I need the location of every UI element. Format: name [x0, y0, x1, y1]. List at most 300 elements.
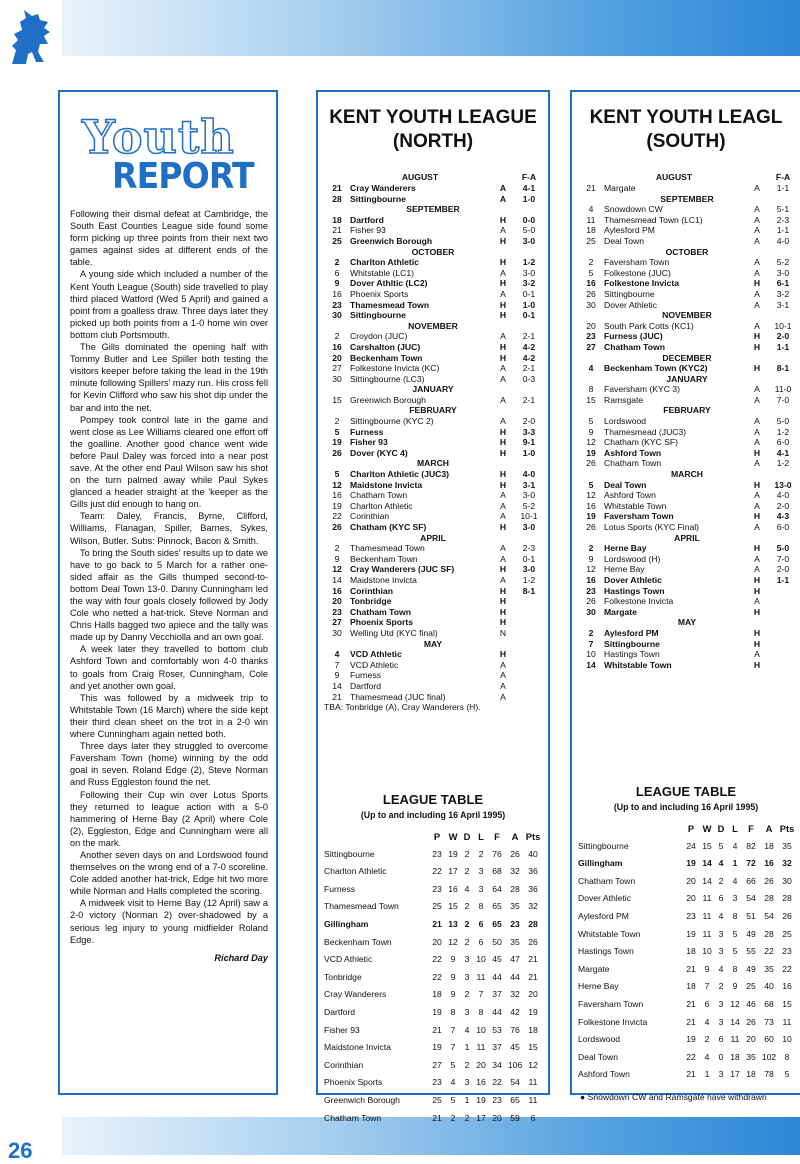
- fixture-date: 18: [586, 225, 596, 236]
- fixture-row: [578, 300, 796, 311]
- table-cell: 7: [450, 1042, 456, 1053]
- fixture-venue: A: [754, 394, 760, 405]
- table-cell: 28: [764, 893, 774, 904]
- fixture-team: Thamesmead Town: [350, 543, 425, 554]
- table-cell: 30: [782, 875, 792, 886]
- fixture-date: 25: [332, 235, 342, 246]
- fixture-score: 3-0: [522, 235, 536, 246]
- south-fixtures: [578, 172, 796, 670]
- fixture-row: [578, 649, 796, 660]
- fixture-team: Cray Wanderers: [350, 183, 416, 193]
- table-cell: 54: [510, 1077, 520, 1088]
- table-cell: 3: [478, 883, 484, 894]
- fixture-score: 2-3: [522, 543, 536, 554]
- fixture-team: Dartford: [350, 214, 384, 225]
- table-cell: 23: [492, 1094, 502, 1105]
- table-cell: 8: [784, 1051, 790, 1062]
- table-cell: 32: [510, 989, 520, 1000]
- fixture-row: [324, 278, 542, 289]
- paragraph: The Gills dominated the opening half with Tommy Butler and Lee Spiller both testing the visitors keeper before taking the lead in the 19th minute following Spillers' mazy run. His cross fell for Kevin Clifford who saw his shot dip under the bar and into the net.: [70, 342, 268, 413]
- fixture-score: 2-3: [776, 214, 790, 225]
- fixture-team: Carshalton (JUC): [350, 341, 421, 352]
- table-header-cell: L: [732, 823, 738, 834]
- south-league-table-subtitle: (Up to and including 16 April 1995): [613, 802, 759, 812]
- table-row: [324, 863, 542, 881]
- fixture-score: 3-2: [522, 278, 536, 289]
- fixture-date: 23: [586, 585, 596, 596]
- fixture-venue: H: [499, 341, 507, 352]
- table-cell: 46: [746, 998, 756, 1009]
- fixture-row: [324, 543, 542, 554]
- fixture-venue: A: [754, 225, 760, 236]
- fixture-date: 30: [586, 299, 596, 310]
- table-cell: 16: [476, 1077, 486, 1088]
- table-row: [324, 1039, 542, 1057]
- fixture-venue: A: [500, 490, 506, 501]
- table-header-cell: A: [511, 831, 519, 842]
- table-cell: 25: [746, 981, 756, 992]
- fixture-date: 2: [588, 627, 594, 638]
- table-team: Sittingbourne: [578, 840, 629, 851]
- fixture-venue: H: [753, 479, 761, 490]
- table-cell: 40: [528, 848, 538, 859]
- fixture-score: 6-1: [776, 278, 790, 289]
- fixture-venue: H: [499, 278, 507, 289]
- fixture-date: 30: [332, 627, 342, 638]
- table-cell: 5: [732, 946, 738, 957]
- fixture-venue: H: [753, 363, 761, 374]
- fixture-team: Beckenham Town: [350, 553, 418, 564]
- table-cell: 72: [746, 858, 756, 869]
- fixture-date: 30: [332, 310, 342, 321]
- table-cell: 26: [764, 875, 774, 886]
- fixture-row: [324, 257, 542, 268]
- table-header-cell: Pts: [525, 831, 541, 842]
- fixture-team: Chatham Town: [604, 341, 665, 352]
- fixture-score: 1-1: [776, 225, 790, 236]
- fixture-team: Dover (KYC 4): [350, 447, 408, 458]
- table-cell: 25: [782, 928, 792, 939]
- table-row: [578, 926, 796, 944]
- table-cell: 4: [718, 963, 724, 974]
- fixture-venue: A: [754, 596, 760, 607]
- fixture-row: [324, 215, 542, 226]
- fixture-venue: A: [754, 553, 760, 564]
- fixture-date: 15: [586, 394, 596, 405]
- fixture-score: 0-1: [522, 553, 536, 564]
- fixture-venue: A: [500, 553, 506, 564]
- fixture-row: [324, 628, 542, 639]
- fixture-score: 2-0: [776, 564, 790, 575]
- fixture-row: [324, 596, 542, 607]
- month-heading: SEPTEMBER: [406, 204, 460, 215]
- table-team: Margate: [578, 963, 610, 974]
- fixture-team: Chatham (KYC SF): [350, 522, 427, 532]
- fixture-team: Deal Town: [604, 479, 647, 490]
- table-cell: 4: [464, 883, 470, 894]
- fixture-date: 20: [586, 320, 596, 331]
- table-row: [324, 1057, 542, 1075]
- table-cell: 23: [432, 1077, 442, 1088]
- table-row: [324, 1022, 542, 1040]
- fixture-venue: A: [500, 267, 506, 278]
- table-cell: 37: [492, 1042, 502, 1053]
- fixture-row: [324, 692, 542, 703]
- fixture-venue: H: [499, 426, 507, 437]
- north-league-table: [324, 828, 542, 1127]
- table-team: Greenwich Borough: [324, 1094, 400, 1105]
- fixture-date: 16: [586, 574, 596, 585]
- fixture-score: 9-1: [522, 437, 536, 448]
- fixture-venue: A: [499, 193, 507, 204]
- table-team: Phoenix Sports: [324, 1077, 383, 1088]
- fixture-team: Furness: [350, 670, 382, 681]
- fixture-row: [324, 437, 542, 448]
- table-cell: 20: [432, 936, 442, 947]
- fixture-venue: H: [753, 511, 761, 522]
- table-cell: 22: [686, 1051, 696, 1062]
- table-cell: 51: [746, 910, 756, 921]
- fixture-date: 5: [588, 479, 594, 490]
- north-title-line1: KENT YOUTH LEAGUE: [329, 107, 537, 128]
- fixture-score: 4-0: [776, 235, 790, 246]
- fixture-venue: A: [754, 235, 760, 246]
- fixture-row: [324, 416, 542, 427]
- table-cell: 11: [782, 1016, 792, 1027]
- fixture-score: [516, 681, 542, 692]
- fixture-venue: A: [500, 394, 506, 405]
- fixture-venue: H: [499, 257, 507, 268]
- table-cell: 23: [686, 910, 696, 921]
- fixture-row: [324, 554, 542, 565]
- fixture-venue: H: [499, 235, 507, 246]
- fixture-date: 15: [332, 394, 342, 405]
- table-cell: 5: [450, 1094, 456, 1105]
- fixture-venue: A: [500, 543, 506, 554]
- table-cell: 23: [782, 946, 792, 957]
- month-heading: APRIL: [420, 532, 446, 543]
- table-cell: 14: [702, 858, 712, 869]
- table-cell: 18: [528, 1024, 538, 1035]
- table-cell: 32: [510, 866, 520, 877]
- month-heading: NOVEMBER: [408, 320, 458, 331]
- table-cell: 3: [464, 1077, 470, 1088]
- fixture-score: 4-1: [776, 447, 790, 458]
- fixture-score: 4-2: [522, 341, 536, 352]
- month-heading: AUGUST: [655, 172, 693, 182]
- table-team: Lordswood: [578, 1034, 621, 1045]
- table-cell: 12: [730, 998, 740, 1009]
- table-row: [324, 1092, 542, 1110]
- fixture-team: VCD Athletic: [350, 649, 402, 660]
- fixture-score: 1-0: [522, 447, 536, 458]
- fixture-row: [578, 236, 796, 247]
- fixture-date: 19: [332, 500, 342, 511]
- table-cell: 11: [730, 1034, 740, 1045]
- table-cell: 10: [782, 1034, 792, 1045]
- fixture-venue: A: [754, 214, 760, 225]
- fixture-row: [324, 289, 542, 300]
- table-cell: 45: [510, 1042, 520, 1053]
- fixture-date: 16: [332, 585, 342, 596]
- fixture-date: 9: [334, 553, 340, 564]
- fixture-score: 2-1: [522, 363, 536, 374]
- table-cell: 40: [764, 981, 774, 992]
- table-cell: 26: [510, 848, 520, 859]
- fixture-row: [578, 416, 796, 427]
- fixture-venue: H: [499, 437, 507, 448]
- fixture-score: [516, 670, 542, 681]
- table-cell: 28: [764, 928, 774, 939]
- table-cell: 5: [784, 1069, 790, 1080]
- table-cell: 15: [702, 840, 712, 851]
- table-cell: 23: [510, 918, 520, 929]
- table-cell: 36: [528, 866, 538, 877]
- fixture-team: Greenwich Borough: [350, 235, 433, 246]
- fixture-row: [324, 586, 542, 597]
- table-cell: 5: [732, 928, 738, 939]
- table-cell: 19: [432, 1042, 442, 1053]
- fixture-score: 5-0: [776, 543, 790, 554]
- fixture-venue: H: [499, 479, 507, 490]
- table-team: Thamesmead Town: [324, 901, 399, 912]
- fixture-team: Ashford Town: [604, 490, 656, 501]
- table-cell: 28: [528, 918, 538, 929]
- fixture-team: Charlton Athletic: [350, 500, 413, 511]
- fixture-row: [324, 607, 542, 618]
- table-header-cell: P: [687, 823, 695, 834]
- fixture-team: Lordswood (H): [604, 553, 661, 564]
- fixture-venue: H: [499, 299, 507, 310]
- fixture-venue: H: [753, 543, 761, 554]
- fixture-venue: H: [753, 659, 761, 670]
- fixture-date: 26: [586, 458, 596, 469]
- table-cell: 1: [464, 1094, 470, 1105]
- table-cell: 6: [718, 1034, 724, 1045]
- fixture-date: 16: [586, 278, 596, 289]
- table-cell: 21: [686, 963, 696, 974]
- table-cell: 35: [782, 840, 792, 851]
- fixture-date: 9: [588, 426, 594, 437]
- fixture-team: Faversham (KYC 3): [604, 384, 680, 395]
- month-heading: FEBRUARY: [409, 405, 457, 416]
- tba-note: TBA: Tonbridge (A), Cray Wanderers (H).: [324, 702, 481, 713]
- fixture-row: [324, 353, 542, 364]
- table-header-cell: F: [748, 823, 754, 834]
- fixture-date: 16: [332, 490, 342, 501]
- table-team: Dover Athletic: [578, 893, 632, 904]
- table-cell: 2: [464, 1112, 470, 1123]
- fixture-score: 5-0: [776, 416, 790, 427]
- fixture-row: [324, 564, 542, 575]
- fixture-score: 0-0: [522, 214, 536, 225]
- fixture-team: Chatham Town: [604, 458, 662, 469]
- fixture-row: [324, 511, 542, 522]
- table-header-row: [324, 828, 542, 846]
- south-title-line1: KENT YOUTH LEAGL: [589, 107, 783, 128]
- table-cell: 21: [432, 918, 442, 929]
- table-row: [324, 986, 542, 1004]
- table-cell: 10: [476, 954, 486, 965]
- fixture-row: [324, 660, 542, 671]
- fixture-score: 6-0: [776, 437, 790, 448]
- fixture-row: [324, 427, 542, 438]
- fixture-row: [324, 395, 542, 406]
- table-cell: 73: [764, 1016, 774, 1027]
- fixture-score: 8-1: [522, 585, 536, 596]
- table-team: Furness: [324, 883, 356, 894]
- table-cell: 19: [432, 1006, 442, 1017]
- table-cell: 4: [732, 875, 738, 886]
- fixture-row: [578, 289, 796, 300]
- table-cell: 20: [476, 1059, 486, 1070]
- table-cell: 10: [702, 946, 712, 957]
- south-title-line2: (SOUTH): [646, 131, 726, 152]
- fixture-venue: H: [499, 352, 507, 363]
- table-cell: 44: [510, 971, 520, 982]
- fixture-row: [324, 236, 542, 247]
- month-heading: MAY: [423, 638, 443, 649]
- table-team: Corinthian: [324, 1059, 364, 1070]
- fixture-date: 21: [332, 225, 342, 236]
- table-row: [324, 951, 542, 969]
- table-cell: 20: [492, 1112, 502, 1123]
- table-cell: 17: [448, 866, 458, 877]
- heading-youth: Youth: [82, 110, 235, 164]
- table-cell: 21: [686, 1016, 696, 1027]
- fixture-team: Whitstable (LC1): [350, 267, 414, 278]
- fixture-venue: A: [500, 416, 506, 427]
- fixture-team: Thamesmead Town (LC1): [604, 214, 703, 225]
- fixture-row: [578, 501, 796, 512]
- table-row: [578, 961, 796, 979]
- table-cell: 28: [510, 883, 520, 894]
- fixture-row: [578, 596, 796, 607]
- table-cell: 2: [464, 989, 470, 1000]
- paragraph: Following their Cup win over Lotus Sports they returned to league action with a 5-0 hammering of Herne Bay (2 April) where Cole (2), Eggleston, Edge and Cunningham were all on the mark.: [70, 789, 268, 848]
- fixture-date: 9: [588, 553, 594, 564]
- fixture-date: 22: [332, 511, 342, 522]
- fixture-score: [770, 649, 796, 660]
- table-cell: 11: [702, 910, 712, 921]
- fixture-date: 2: [588, 543, 594, 554]
- table-cell: 32: [528, 901, 538, 912]
- fixture-date: 7: [588, 638, 594, 649]
- fixture-venue: A: [500, 363, 506, 374]
- table-cell: 35: [764, 963, 774, 974]
- table-cell: 4: [704, 1051, 710, 1062]
- table-row: [578, 943, 796, 961]
- fixture-venue: H: [753, 606, 761, 617]
- fixture-score: [516, 649, 542, 660]
- table-cell: 21: [686, 998, 696, 1009]
- fixture-score: [516, 607, 542, 618]
- fixture-venue: A: [754, 416, 760, 427]
- table-header-cell: W: [702, 823, 712, 834]
- table-row: [324, 1110, 542, 1128]
- fixture-row: [578, 183, 796, 194]
- fixture-venue: H: [499, 522, 507, 532]
- table-cell: 20: [686, 893, 696, 904]
- fixture-date: 26: [586, 522, 596, 532]
- table-cell: 11: [702, 893, 712, 904]
- fixture-row: [324, 501, 542, 512]
- fixture-score: [770, 607, 796, 618]
- fixture-score: 0-3: [522, 373, 536, 384]
- table-team: Chatham Town: [578, 875, 636, 886]
- table-team: Hastings Town: [578, 946, 634, 957]
- table-cell: 4: [464, 1024, 470, 1035]
- table-cell: 18: [686, 946, 696, 957]
- table-cell: 5: [718, 840, 724, 851]
- table-cell: 76: [492, 848, 502, 859]
- fixture-team: VCD Athletic: [350, 659, 399, 670]
- table-cell: 24: [686, 840, 696, 851]
- fixture-score: 1-0: [522, 299, 536, 310]
- fixture-date: 16: [332, 288, 342, 299]
- top-banner: [62, 0, 800, 56]
- fixture-date: 2: [588, 257, 594, 268]
- fixture-score: 10-1: [520, 511, 538, 522]
- table-row: [578, 978, 796, 996]
- fixture-date: 27: [332, 617, 342, 628]
- fixture-team: Furness (JUC): [604, 331, 663, 342]
- fixture-venue: A: [500, 500, 506, 511]
- table-cell: 17: [476, 1112, 486, 1123]
- fixture-team: Ashford Town: [604, 447, 662, 458]
- table-cell: 18: [432, 989, 442, 1000]
- table-row: [578, 908, 796, 926]
- table-cell: 2: [450, 1112, 456, 1123]
- fixture-date: 14: [332, 680, 342, 691]
- table-team: Herne Bay: [578, 981, 619, 992]
- fixture-team: Sittingbourne (LC3): [350, 373, 425, 384]
- fixture-date: 12: [586, 437, 596, 448]
- table-row: [578, 1014, 796, 1032]
- fixture-score: 2-1: [522, 394, 536, 405]
- table-cell: 35: [510, 901, 520, 912]
- table-cell: 14: [730, 1016, 740, 1027]
- month-heading: DECEMBER: [662, 352, 712, 363]
- fixture-score: [770, 628, 796, 639]
- table-row: [578, 890, 796, 908]
- fixture-row: [324, 681, 542, 692]
- north-league-table-title: LEAGUE TABLE: [382, 792, 484, 807]
- fixture-date: 2: [334, 331, 340, 342]
- table-team: Ashford Town: [578, 1069, 630, 1080]
- fixture-team: Deal Town: [604, 235, 644, 246]
- fixture-team: Faversham Town: [604, 511, 674, 522]
- table-cell: 11: [476, 971, 486, 982]
- fixture-team: Margate: [604, 606, 637, 617]
- table-header-team: [324, 828, 428, 846]
- table-cell: 4: [718, 858, 724, 869]
- table-row: [324, 969, 542, 987]
- fixture-venue: A: [754, 288, 760, 299]
- fixture-date: 21: [332, 691, 342, 702]
- fixture-team: Corinthian: [350, 585, 393, 596]
- fixture-score: [770, 586, 796, 597]
- table-cell: 19: [686, 928, 696, 939]
- fixture-team: Welling Utd (KYC final): [350, 627, 438, 638]
- table-cell: 35: [510, 936, 520, 947]
- north-title-line2: (NORTH): [392, 131, 474, 152]
- table-cell: 78: [764, 1069, 774, 1080]
- fixture-score: 5-2: [522, 500, 536, 511]
- month-heading: MARCH: [671, 469, 703, 480]
- south-league-table: [578, 820, 796, 1084]
- fixture-row: [578, 480, 796, 491]
